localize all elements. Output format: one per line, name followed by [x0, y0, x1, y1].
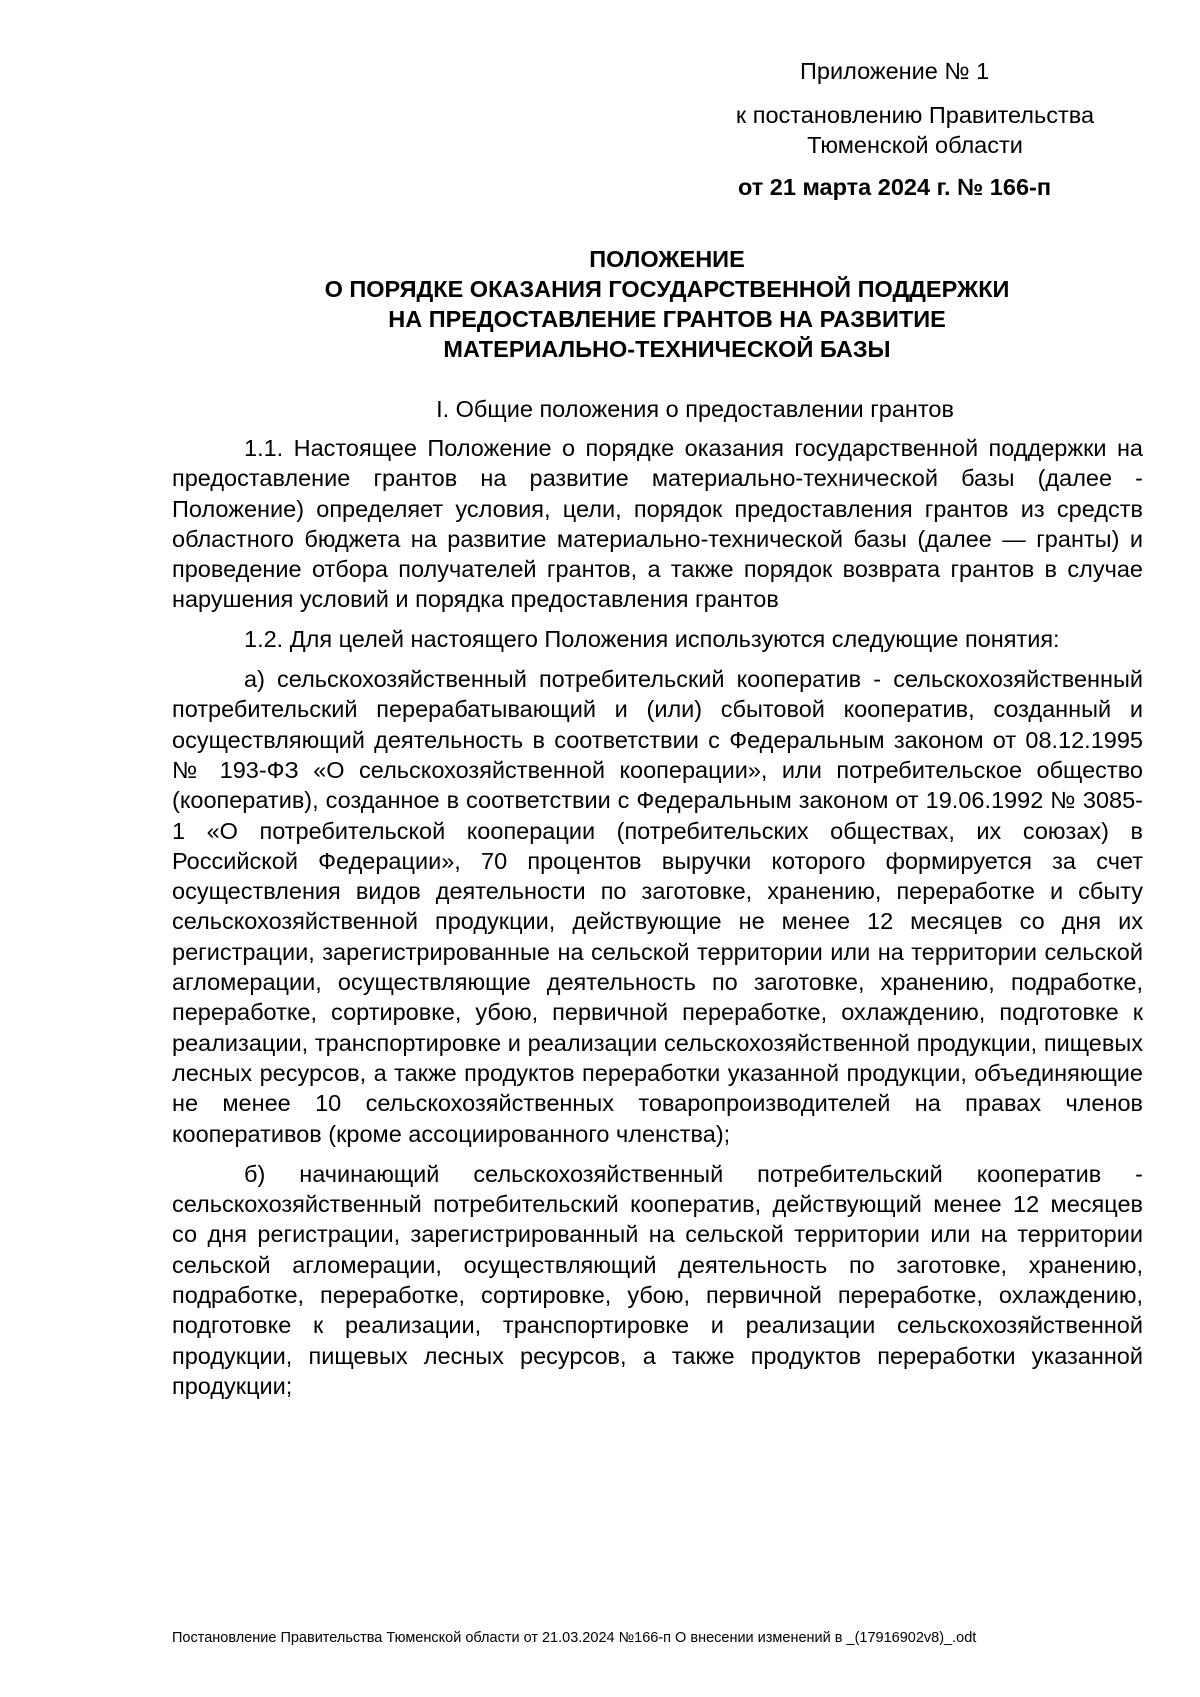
paragraph-a: а) сельскохозяйственный потребительский кооператив - сельскохозяйственный потребительский перерабатывающий и (или) сбытовой кооператив, созданный и осуществляющий деятельность в соответствии с Федеральным законом от 08.12.1995 № 193-ФЗ «О сельскохозяйственной кооперации», или потребительское общество (кооператив), созданное в соответствии с Федеральным законом от 19.06.1992 № 3085-1 «О потребительской кооперации (потребительских обществах, их союзах) в Российской Федерации», 70 процентов выручки которого формируется за счет осуществления видов деятельности по заготовке, хранению, переработке и сбыту сельскохозяйственной продукции, действующие не менее 12 месяцев со дня их регистрации, зарегистрированные на сельской территории или на территории сельской агломерации, осуществляющие деятельность по заготовке, хранению, подработке, переработке, сортировке, убою, первичной переработке, охлаждению, подготовке к реализации, транспортировке и реализации сельскохозяйственной продукции, пищевых лесных ресурсов, а также продуктов переработки указанной продукции, объединяющие не менее 10 сельскохозяйственных товаропроизводителей на правах членов кооперативов (кроме ассоциированного членства);	[172, 666, 1143, 1147]
paragraph-b: б) начинающий сельскохозяйственный потребительский кооператив - сельскохозяйственный потребительский кооператив, действующий менее 12 месяцев со дня регистрации, зарегистрированный на сельской территории или на территории сельской агломерации, осуществляющий деятельность по заготовке, хранению, подработке, переработке, сортировке, убою, первичной переработке, охлаждению, подготовке к реализации, транспортировке и реализации сельскохозяйственной продукции, пищевых лесных ресурсов, а также продуктов переработки указанной продукции;	[172, 1160, 1143, 1399]
appendix-number: Приложение № 1	[800, 58, 990, 84]
paragraph-1-1: 1.1. Настоящее Положение о порядке оказания государственной поддержки на предоставление грантов на развитие материально-технической базы (далее - Положение) определяет условия, цели, порядок предоставления грантов из средств областного бюджета на развитие материально-технической базы (далее — гранты) и проведение отбора получателей грантов, а также порядок возврата грантов в случае нарушения условий и порядка предоставления грантов	[172, 435, 1143, 613]
footer-file-reference: Постановление Правительства Тюменской области от 21.03.2024 №166-п О внесении изменений в _(17916902v8)_.odt	[172, 1630, 977, 1646]
appendix-region-line: Тюменской области	[807, 132, 1023, 158]
title-line-3: НА ПРЕДОСТАВЛЕНИЕ ГРАНТОВ НА РАЗВИТИЕ	[388, 306, 946, 332]
document-title	[172, 244, 1162, 364]
paragraph-1-2: 1.2. Для целей настоящего Положения используются следующие понятия:	[244, 625, 1060, 652]
title-line-1: ПОЛОЖЕНИЕ	[589, 246, 745, 272]
resolution-date-number: от 21 марта 2024 г. № 166-п	[738, 174, 1052, 200]
section-heading	[172, 394, 1162, 424]
title-line-2: О ПОРЯДКЕ ОКАЗАНИЯ ГОСУДАРСТВЕННОЙ ПОДДЕРЖКИ	[324, 276, 1010, 302]
document-body	[172, 433, 1143, 1401]
section-heading-text: I. Общие положения о предоставлении грантов	[436, 396, 954, 422]
title-line-4: МАТЕРИАЛЬНО-ТЕХНИЧЕСКОЙ БАЗЫ	[443, 336, 891, 362]
appendix-resolution-line: к постановлению Правительства	[735, 102, 1095, 128]
